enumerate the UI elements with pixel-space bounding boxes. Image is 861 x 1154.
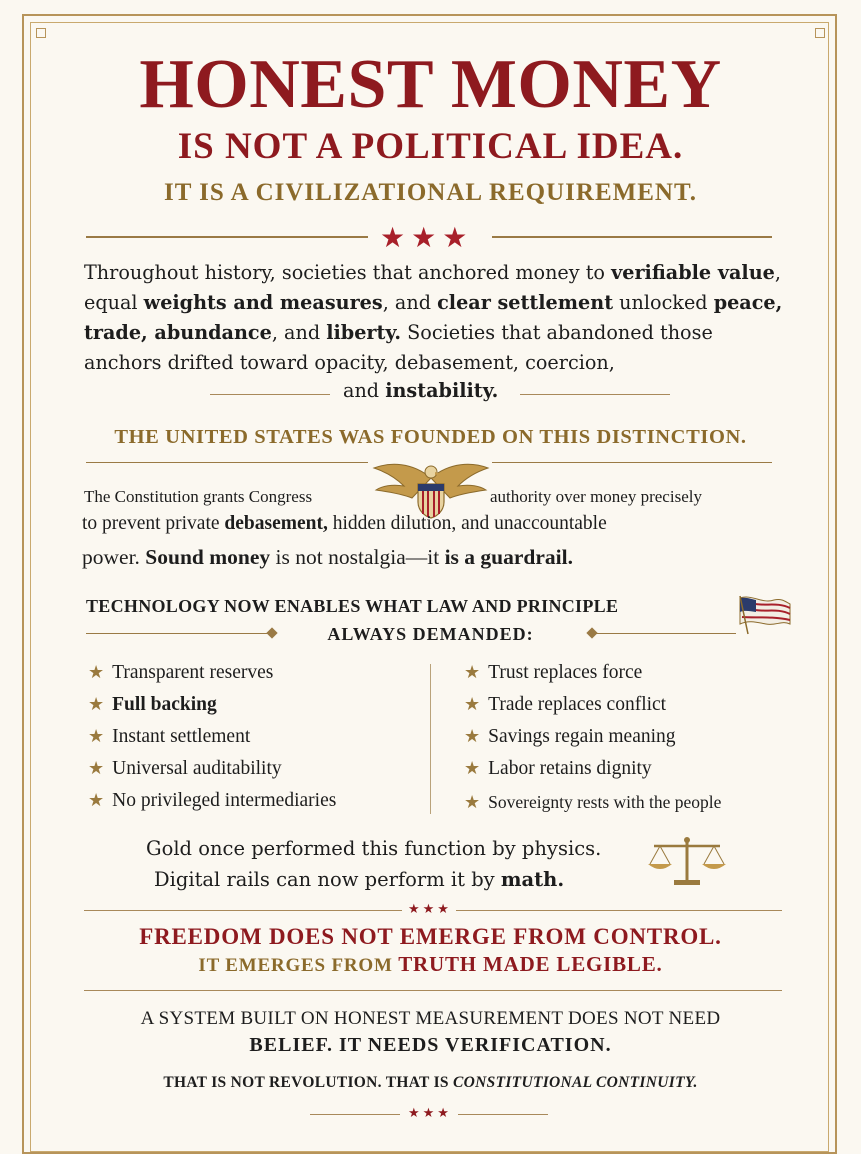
gold-line: Gold once performed this function by physics. (146, 837, 602, 860)
freedom-subheading: IT EMERGES FROM TRUTH MADE LEGIBLE. (198, 952, 663, 976)
divider-line (596, 633, 736, 634)
star-divider-icon: ★★★ (380, 221, 474, 254)
system-line-2: BELIEF. IT NEEDS VERIFICATION. (249, 1034, 612, 1056)
technology-heading: TECHNOLOGY NOW ENABLES WHAT LAW AND PRINCIPLE (86, 596, 619, 616)
star-bullet-icon: ★ (464, 758, 481, 778)
technology-subheading: ALWAYS DEMANDED: (327, 624, 534, 644)
divider-line (84, 990, 782, 991)
list-item: ★ No privileged intermediaries (88, 790, 337, 811)
closing-line: THAT IS NOT REVOLUTION. THAT IS CONSTITUTIONAL CONTINUITY. (163, 1074, 698, 1091)
list-item: ★ Full backing (88, 694, 217, 715)
corner-ornament (815, 28, 825, 38)
divider-line (520, 394, 670, 395)
divider-line (86, 462, 368, 463)
star-bullet-icon: ★ (88, 790, 105, 810)
corner-ornament (36, 28, 46, 38)
system-line-1: A SYSTEM BUILT ON HONEST MEASUREMENT DOES NOT NEED (140, 1008, 721, 1029)
list-item: ★ Instant settlement (88, 726, 251, 747)
divider-line (210, 394, 330, 395)
intro-last-line: and instability. (343, 379, 499, 402)
divider-line (492, 462, 772, 463)
star-bullet-icon: ★ (88, 726, 105, 746)
star-bullet-icon: ★ (464, 694, 481, 714)
divider-line (492, 236, 772, 238)
constitution-line-3: power. Sound money is not nostalgia—it is a guardrail. (82, 545, 573, 569)
scales-of-justice-icon (646, 834, 728, 888)
intro-paragraph: Throughout history, societies that anchored money to verifiable value, equal weights and measures, and clear settlement unlocked peace, trade, abundance, and liberty. Societies that abandoned those anchors drifted toward opacity, debasement, coercion, (84, 261, 783, 374)
headline-title: HONEST MONEY (139, 46, 722, 123)
star-bullet-icon: ★ (464, 792, 481, 812)
list-item: ★ Trade replaces conflict (464, 694, 667, 715)
star-bullet-icon: ★ (88, 758, 105, 778)
star-bullet-icon: ★ (88, 694, 105, 714)
freedom-heading: FREEDOM DOES NOT EMERGE FROM CONTROL. (139, 924, 722, 949)
divider-line (310, 1114, 400, 1115)
list-item: ★ Transparent reserves (88, 662, 274, 683)
constitution-line-2: to prevent private debasement, hidden dilution, and unaccountable (82, 513, 607, 534)
star-bullet-icon: ★ (88, 662, 105, 682)
eagle-emblem-icon (372, 458, 490, 520)
constitution-line-1b: authority over money precisely (490, 487, 702, 506)
divider-line (86, 236, 368, 238)
star-divider-icon: ★★★ (408, 1106, 452, 1121)
divider-line (456, 910, 782, 911)
list-item: ★ Labor retains dignity (464, 758, 652, 779)
star-bullet-icon: ★ (464, 662, 481, 682)
star-bullet-icon: ★ (464, 726, 481, 746)
list-item: ★ Universal auditability (88, 758, 282, 779)
founded-heading: THE UNITED STATES WAS FOUNDED ON THIS DISTINCTION. (114, 426, 747, 448)
column-divider (430, 664, 431, 814)
divider-line (84, 910, 402, 911)
list-item: ★ Sovereignty rests with the people (464, 792, 722, 812)
divider-line (458, 1114, 548, 1115)
digital-rails-line: Digital rails can now perform it by math. (154, 868, 565, 891)
headline-tagline: IT IS A CIVILIZATIONAL REQUIREMENT. (163, 179, 698, 206)
list-item: ★ Trust replaces force (464, 662, 643, 683)
star-divider-icon: ★★★ (408, 902, 452, 917)
headline-subtitle: IS NOT A POLITICAL IDEA. (177, 126, 684, 167)
constitution-line-1a: The Constitution grants Congress (84, 487, 313, 506)
list-item: ★ Savings regain meaning (464, 726, 676, 747)
